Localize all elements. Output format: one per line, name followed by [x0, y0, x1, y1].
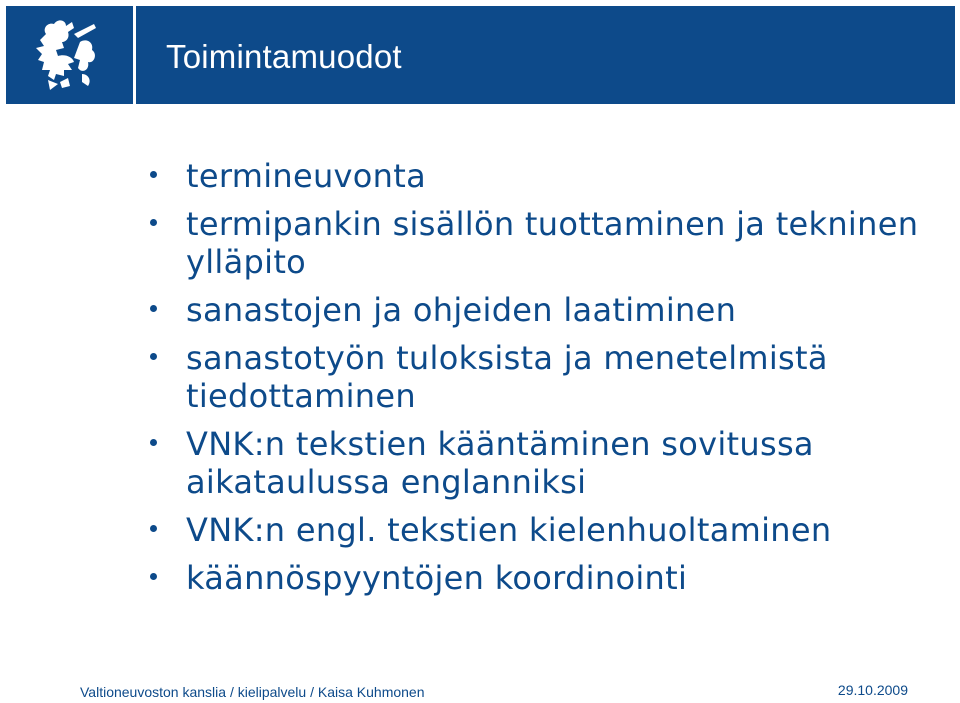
- footer-credit: Valtioneuvoston kanslia / kielipalvelu / Kaisa Kuhmonen: [80, 684, 425, 700]
- list-item: VNK:n engl. tekstien kielenhuoltaminen: [150, 511, 930, 549]
- bullet-icon: [150, 573, 157, 580]
- bullet-icon: [150, 171, 157, 178]
- bullet-icon: [150, 525, 157, 532]
- bullet-icon: [150, 219, 157, 226]
- footer-date: 29.10.2009: [837, 682, 908, 698]
- bullet-icon: [150, 439, 157, 446]
- logo-panel: [6, 6, 133, 104]
- bullet-icon: [150, 353, 157, 360]
- bullet-icon: [150, 305, 157, 312]
- list-item: VNK:n tekstien kääntäminen sovitussa aikataulussa englanniksi: [150, 425, 930, 501]
- title-bar: [136, 6, 955, 104]
- list-item: termineuvonta: [150, 157, 930, 195]
- bullet-list: [150, 157, 930, 607]
- list-item: sanastotyön tuloksista ja menetelmistä tiedottaminen: [150, 339, 930, 415]
- page-title: Toimintamuodot: [166, 38, 402, 75]
- list-item: sanastojen ja ohjeiden laatiminen: [150, 291, 930, 329]
- list-item: termipankin sisällön tuottaminen ja tekninen ylläpito: [150, 205, 930, 281]
- list-item: käännöspyyntöjen koordinointi: [150, 559, 930, 597]
- lion-coat-of-arms-icon: [28, 14, 110, 96]
